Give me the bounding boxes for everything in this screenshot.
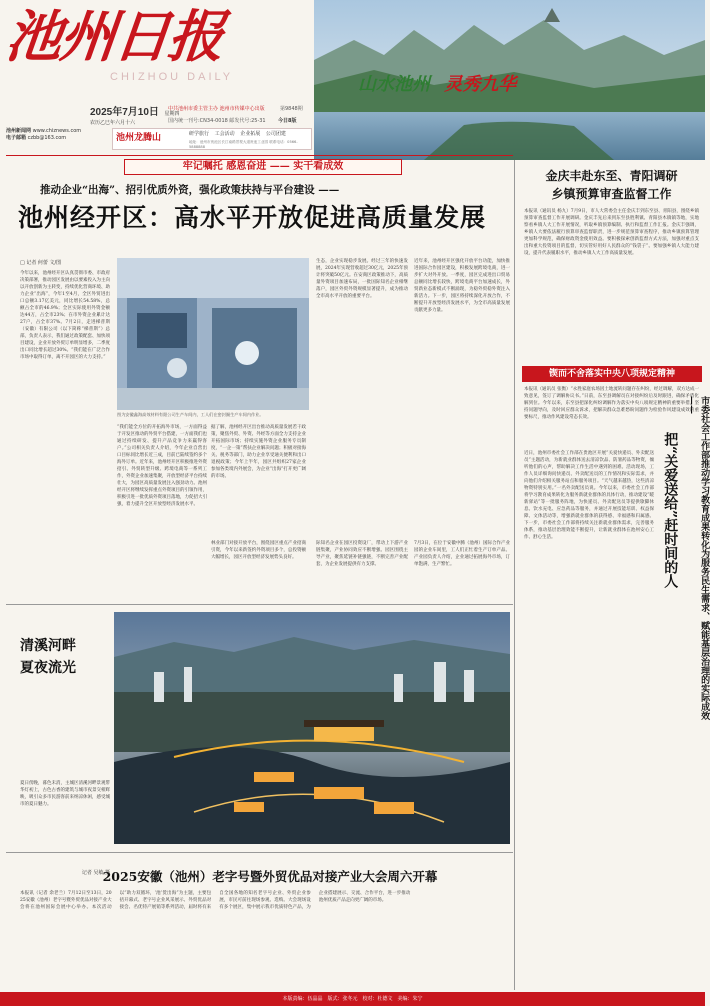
ad-item: 工会活动 bbox=[214, 131, 235, 137]
bottom-text: 本报讯（记者 余老兰）7月12日至13日，2025安徽（池州）老字号暨外贸优品对接产业大会将在池州国际会展中心举办。本次活动以“助力双循环，‘池’货出海”为主题，主要包括开幕式、老字号企业风采展示、外贸优品对接会、名优特产展销等系列活动，届时将有来自全国各地的知名老字号企业、外贸企业参展，市民可前往现场参观、选购。大会现场设有多个展区，集中展示我市优质特色产品，为企业搭建展示、交流、合作平台，进一步推动池州优质产品走向更广阔的市场。 bbox=[20, 891, 411, 910]
lead-byline: □ 记者 何蕾 文/图 bbox=[20, 260, 62, 266]
section-divider-2 bbox=[6, 852, 513, 853]
spirit-banner: 锲而不舍落实中央八项规定精神 bbox=[522, 366, 702, 382]
river-caption bbox=[20, 780, 110, 877]
river-byline: 记者 吴敏 摄 bbox=[81, 870, 110, 876]
hero-text: 近日，池州市委社会工作部在贵池区开展“关爱快递员、外卖配送员”主题活动，为新就业群体送去清凉饮品、防暑药品等物资，倾听他们的心声，帮助解决工作生活中遇到的困难。活动现场，工作人员详细询问快递员、外卖配送员的工作情况和实际需求，并向他们介绍相关服务站点和服务项目。“天气越来越热，这些清凉物资特别实用。”一名外卖配送员说。今年以来，市委社会工作部将学习教育成果转化为服务新就业群体的具体行动，推动建设“暖新驿站”等一批服务阵地，为快递员、外卖配送员等提供歇脚休息、饮水充电、应急药品等服务，并通过开展技能培训、权益保障、文体活动等，增强新就业群体的获得感、幸福感和归属感。下一步，市委社会工作部将持续关注新就业群体需求，完善服务体系，推动基层治理效能不断提升，让新就业群体在池州安心工作、舒心生活。 bbox=[524, 451, 654, 540]
ad-strip bbox=[112, 128, 312, 150]
issue-lunar-date: 农历乙巳年六月十六 bbox=[90, 120, 136, 126]
audit-text: 本报讯（通讯员 杨九）7月9日，市人大常委会主任金庆丰到东至县、青阳县，围绕乡镇预算审查监督工作开展调研。金庆丰先后来到东至县胜利镇、青阳县木镇镇等地，实地察看乡镇人大工作开展情况，听取乡镇预算编制、执行和监督工作汇报。金庆丰强调，乡镇人大要依法履行预算审查监督职责，进一步规范预算审查程序，推动乡镇预算管理更加科学规范，确保财政资金使用效益。要积极探索创新监督方式方法，加强对重点支出和重大投资项目的监督，切实管好用好人民群众的“钱袋子”。要加强乡镇人大能力建设，提升代表履职水平，推动乡镇人大工作高质量发展。 bbox=[524, 209, 699, 256]
lead-continued-column-2: 7月3日，在位于安徽中腾（池州）国际合作产业园的企业车间里，工人们正忙着生产订单产品。产业园负责人介绍，企业通过拓展海外市场，订单饱满，生产繁忙。 bbox=[414, 541, 510, 567]
masthead-slogan bbox=[358, 72, 516, 98]
ad-column-tag: 池州龙腾山 bbox=[116, 133, 162, 143]
site-url-email[interactable]: czbb@163.com bbox=[27, 134, 67, 141]
ad-item: 公司团建 bbox=[265, 131, 286, 137]
lead-column-5: 近年来，池州经开区强化开放平台功能，加快推进国际合作园区建设，积极发展跨境电商，进一步扩大对外开放。一季度，园区完成进出口贸易总额同比增长较快，跨境电商平台加速成长，外贸新业态新模式不断涌现，为稳外贸稳外资注入新活力。下一步，园区将持续深化开放合作，不断提升开放型经济发展水平，为全市高质量发展贡献更多力量。 bbox=[414, 259, 510, 313]
spirit-text: 本报讯（通讯员 张衡）“永胜家庭农场因土地流转问题存在纠纷，经过调解，双方达成一致意见，签订了调解协议书。”日前，东至县调解员在对接纠纷后及时跟进，确保矛盾化解到位。今年以来，东至县把深化纠纷调解作为落实中央八项规定精神的重要举措，坚持问题导向，及时回应群众诉求，把解决群众急难愁盼问题作为检验作风建设成效的重要标尺，推动作风建设常态长效。 bbox=[524, 387, 699, 420]
lead-column-3: 据了解，池州经开区出台推动高质量发展若干政策，聚焦外贸、外资、外经等方面全力支持企业开拓国际市场；持续实施外资企业服务专员制度，“一企一策”帮扶企业解决问题；积极对接海关、税务等部门，助力企业享受通关便利和出口退税政策；今年上半年，园区共组织27家企业参加各类境内外展会，为企业“出海”打开更广阔的市场。 bbox=[211, 425, 306, 479]
site-label-email: 电子邮箱 bbox=[6, 134, 27, 141]
ad-item: 企业拓展 bbox=[240, 131, 261, 137]
river-night-photo bbox=[114, 612, 510, 844]
river-title-2: 夏夜流光 bbox=[20, 660, 76, 677]
slogan-part-b: 灵秀九华 bbox=[444, 74, 517, 95]
slogan-part-a: 山水池州 bbox=[358, 74, 430, 95]
river-title-block bbox=[20, 636, 110, 679]
ad-note: 地址：池州市贵池区长江南路景观大道贵池工业园 联系电话：0566-5888888 bbox=[189, 140, 298, 149]
issue-code: 国内统一刊号:CN34-0018 邮发代号:25-31 bbox=[168, 118, 266, 124]
lead-photo bbox=[117, 258, 309, 410]
lead-subtitle: 推动企业“出海”、招引优质外资，强化政策扶持与平台建设 —— bbox=[40, 184, 340, 196]
ad-items bbox=[189, 131, 311, 138]
issue-sponsor: 中共池州市委主管主办 池州市传媒中心出版 bbox=[168, 106, 265, 112]
lead-continued-column-3: 林业部门对接开放平台，围绕园区重点产业招商引资，今年以来新签约外资项目多个，总投资额大幅增长，园区开放型经济发展势头良好。 bbox=[211, 541, 306, 560]
footer-bar: 本版责编：伍晶晶 版式：张冬元 校对：杜德文 美编：朱宁 bbox=[0, 992, 705, 1006]
night-riverside-illustration bbox=[114, 612, 510, 844]
audit-title-2: 乡镇预算审查监督工作 bbox=[551, 187, 672, 201]
audit-title-1: 金庆丰赴东至、青阳调研 bbox=[545, 169, 678, 183]
lead-photo-caption: 图为安徽鑫海高效材料有限公司生产车间内，工人们在密封圈生产车间内作业。 bbox=[117, 412, 264, 417]
lead-column-2: “我们能全方位的开拓海外市场，一方面得益于开发区推动的外贸平台搭建，一方面我们也通过持续研发、提升产品竞争力来赢得客户。”公司相关负责人介绍，今年企业自营出口目标同比增长近三成，目前已陆续签约多个海外订单。近年来，池州经开区积极推进外资招引、外贸转型升级、跨境电商等一系列工作，外资企业加速集聚，开放型经济平台持续壮大，为园区高质量发展注入强劲动力。池州经开区将继续发挥重点外资项目的引领作用，积极引进一批优质外资项目落地，力促招大引强，着力提升全区开放型经济发展水平。 bbox=[117, 425, 207, 507]
lead-column-4: 生态，企业实现稳步发展。经过三年的快速发展，2024年实现营收超过30亿元，2025年预计将突破50亿元。在安商区政策推动下，高质量外资项目加速布局，一批国际知名企业相继落户，园区外贸外资规模显著提升，成为推动全市高水平开放的重要平台。 bbox=[316, 259, 408, 299]
masthead-title: 池州日报 bbox=[2, 4, 226, 70]
issue-date: 2025年7月10日 bbox=[90, 107, 159, 118]
lead-continued-column-1: 际知名企业在园区投资设厂，带动上下游产业链集聚，产业协同效应不断增强。园区围绕主导产业，聚焦延链补链强链，不断完善产业配套，为企业发展提供有力支撑。 bbox=[316, 541, 408, 567]
section-divider bbox=[6, 604, 513, 605]
lead-title: 池州经开区：高水平开放促进高质量发展 bbox=[18, 203, 487, 232]
site-url-news[interactable]: www.chiznews.com bbox=[32, 128, 82, 134]
vertical-subtitle: 市委社会工作部推动学习教育成果转化为服务民生需求、赋能基层治理的实际成效—— bbox=[686, 396, 710, 720]
site-info bbox=[6, 128, 116, 142]
lead-column-1: 今年以来，池州经开区认真贯彻市委、市政府决策部署，推动园区发展由以要素投入为主向以开放创新为主转变，持续优化营商环境、助力企业“出海”，今年1至4月，全区外贸进出口总额3.17亿美元，同比增长54.58%，总额占全市的46.9%；全区实际使用外资金额达44万，占全市23%；在市外资企业累计达27户，占全市37%。7月2日，走进梯普斯（安徽）有限公司（以下简称“梯普斯”）总部，负责人表示，我们通过政策配套、加快项目建设，企业开放外贸订单明显增多，二季度出口同比增长超过30%。“我们能在广泛合作市场中取得订单，离不开园区的大力支持。” bbox=[20, 271, 110, 360]
vertical-title: 把“关爱送给”赶时间的人 bbox=[662, 432, 679, 589]
issue-pages: 今日8版 bbox=[278, 118, 297, 124]
ad-item: 研学旅行 bbox=[189, 131, 210, 137]
masthead-divider bbox=[6, 155, 513, 156]
lead-kicker: 牢记嘱托 感恩奋进 —— 实干看成效 bbox=[124, 159, 402, 175]
issue-number: 第9848期 bbox=[280, 106, 303, 112]
right-column-divider bbox=[514, 160, 515, 990]
site-label-news: 池州新闻网 bbox=[6, 128, 32, 134]
factory-workshop-illustration bbox=[117, 258, 309, 410]
bottom-title: 2025安徽（池州）老字号暨外贸优品对接产业大会周六开幕 bbox=[102, 869, 438, 884]
river-title-1: 清溪河畔 bbox=[20, 638, 76, 654]
river-caption-text: 夏日傍晚，暮色未消，主城区清溪河畔景观带华灯初上，古色古香的建筑与城市夜景交相辉映，吸引众多市民游客前来纳凉休闲，感受城市的夏日魅力。 bbox=[20, 781, 110, 807]
masthead-english-title: CHIZHOU DAILY bbox=[110, 71, 234, 83]
issue-weekday: 星期四 bbox=[164, 111, 180, 117]
